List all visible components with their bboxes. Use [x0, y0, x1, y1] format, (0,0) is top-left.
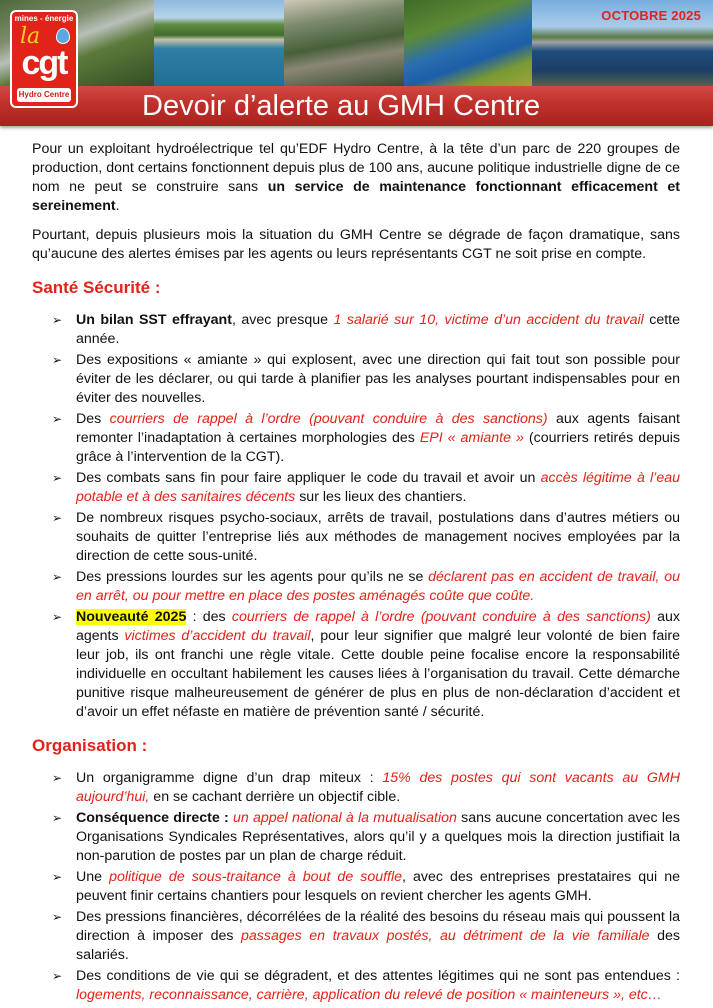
list-item: ➢ Une politique de sous-traitance à bout de souffle, avec des entreprises prestataires qui ne peuvent finir certains chantiers pour lesquels on revient chercher les agents GMH.: [52, 869, 680, 904]
list-item: ➢ Un organigramme digne d’un drap miteux : 15% des postes qui sont vacants au GMH aujourd’hui, en se cachant derrière un objectif cible.: [52, 770, 680, 805]
arrow-bullet-icon: ➢: [52, 910, 63, 924]
list-item: ➢ Un bilan SST effrayant, avec presque 1 salarié sur 10, victime d’un accident du travail cette année.: [52, 312, 681, 347]
logo-la: la: [20, 24, 41, 49]
section-heading-sante: Santé Sécurité :: [32, 278, 161, 297]
cgt-logo: [10, 10, 78, 108]
intro-bold: un service de maintenance fonctionnant efficacement et sereinement: [32, 179, 681, 214]
logo-mines-energie: mines - énergie: [14, 14, 74, 23]
arrow-bullet-icon: ➢: [52, 412, 63, 426]
issue-date: OCTOBRE 2025: [601, 8, 701, 23]
sante-list: [32, 311, 680, 722]
arrow-bullet-icon: ➢: [52, 471, 63, 485]
dam-photo-3: [284, 0, 404, 88]
dam-photo-4: [404, 0, 532, 88]
dam-photo-2: [154, 0, 284, 88]
list-item: ➢ Des pressions financières, décorrélées de la réalité des besoins du réseau mais qui poussent la direction à imposer des passages en travaux postés, au détriment de la vie familiale des salariés.: [52, 909, 680, 963]
organisation-list: [32, 769, 680, 1005]
section-heading-organisation: Organisation :: [32, 736, 148, 755]
list-item: ➢ De nombreux risques psycho-sociaux, arrêts de travail, postulations dans d’autres métiers ou souhaits de quitter l’entreprise liés aux méthodes de management nocives employées par la direction de cette sous-unité.: [52, 510, 680, 564]
arrow-bullet-icon: ➢: [52, 969, 63, 983]
list-item: ➢ Nouveauté 2025 : des courriers de rappel à l’ordre (pouvant conduire à des sanctions) aux agents victimes d’accident du travail, pour leur signifier que malgré leur volonté de bien faire leur job, ils ont franchi une règle vitale. Cette double peine focalise encore la responsabilité individuelle en occultant habilement les causes liées à l’organisation du travail. Cette démarche punitive risque malheureusement de générer de plus en plus de non-déclaration d’accident et d’avoir un effet néfaste en matière de prévention santé / sécurité.: [52, 609, 680, 720]
logo-cgt: cgt: [21, 44, 67, 82]
list-item: ➢ Des courriers de rappel à l’ordre (pouvant conduire à des sanctions) aux agents faisant remonter l’inadaptation à certaines morphologies des EPI « amiante » (courriers retirés depuis grâce à l’intervention de la CGT).: [52, 411, 680, 465]
arrow-bullet-icon: ➢: [52, 811, 63, 825]
document-body: [32, 140, 680, 1007]
intro-paragraph-1: Pour un exploitant hydroélectrique tel qu’EDF Hydro Centre, à la tête d’un parc de 220 groupes de production, dont certains fonctionnent depuis plus de 100 ans, aucune politique industrielle digne de ce nom ne peut se construire sans un service de maintenance fonctionnant efficacement et sereinement.: [32, 141, 681, 214]
arrow-bullet-icon: ➢: [52, 771, 63, 785]
water-drop-icon: [56, 28, 70, 44]
highlight-badge: Nouveauté 2025: [76, 609, 187, 625]
arrow-bullet-icon: ➢: [52, 353, 63, 367]
arrow-bullet-icon: ➢: [52, 511, 63, 525]
logo-hydro-centre: Hydro Centre: [17, 88, 71, 102]
list-item: ➢ Des combats sans fin pour faire appliquer le code du travail et avoir un accès légitime à l’eau potable et à des sanitaires décents sur les lieux des chantiers.: [52, 470, 681, 505]
arrow-bullet-icon: ➢: [52, 313, 63, 327]
list-item: ➢ Des pressions lourdes sur les agents pour qu’ils ne se déclarent pas en accident de travail, ou en arrêt, ou pour mettre en place des postes aménagés coûte que coûte.: [52, 569, 680, 604]
list-item: ➢ Conséquence directe : un appel national à la mutualisation sans aucune concertation avec les Organisations Syndicales Représentatives, alors qu’il y a quelques mois la direction justifiait la non-parution de postes par un plan de charge réduit.: [52, 810, 680, 864]
list-item: ➢ Des conditions de vie qui se dégradent, et des attentes légitimes qui ne sont pas entendues : logements, reconnaissance, carrière, application du relevé de position « mainteneurs », etc…: [52, 968, 680, 1003]
intro-paragraph-2: Pourtant, depuis plusieurs mois la situation du GMH Centre se dégrade de façon dramatique, sans qu’aucune des alertes émises par les agents ou leurs représentants CGT ne soit prise en compte.: [32, 227, 680, 262]
header-banner: [0, 0, 713, 88]
arrow-bullet-icon: ➢: [52, 870, 63, 884]
list-item: ➢ Des expositions « amiante » qui explosent, avec une direction qui fait tout son possible pour éviter de les déclarer, ou qui tarde à planifier pas les analyses pourtant indispensables pour en éviter des nouvelles.: [52, 352, 680, 406]
page-title: Devoir d’alerte au GMH Centre: [142, 90, 541, 122]
arrow-bullet-icon: ➢: [52, 610, 63, 624]
arrow-bullet-icon: ➢: [52, 570, 63, 584]
